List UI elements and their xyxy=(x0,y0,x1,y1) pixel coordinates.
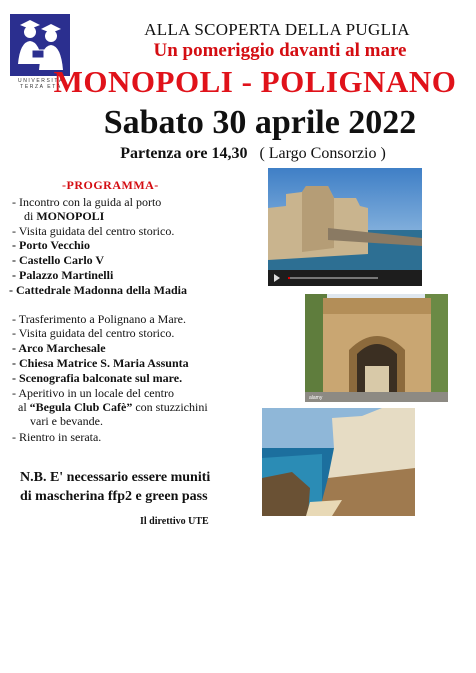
program-item: - Aperitivo in un locale del centro xyxy=(12,386,174,400)
header-subtitle: Un pomeriggio davanti al mare xyxy=(153,40,407,61)
polignano-cliffs-photo xyxy=(262,408,415,516)
program-item: - Chiesa Matrice S. Maria Assunta xyxy=(12,356,189,370)
program-item-part: con stuzzichini xyxy=(135,400,208,414)
logo-text: UNIVERSITÀ TERZA ETÀ xyxy=(17,78,64,90)
program-item: - Palazzo Martinelli xyxy=(12,268,114,282)
program-item: di MONOPOLI xyxy=(24,209,105,223)
departure-place: ( Largo Consorzio ) xyxy=(259,145,386,162)
photo-watermark: alamy xyxy=(309,395,323,401)
departure-time: 14,30 xyxy=(211,145,248,162)
program-item: - Incontro con la guida al porto xyxy=(12,195,162,209)
program-item-part: al xyxy=(18,400,27,414)
arco-marchesale-photo xyxy=(305,294,448,402)
program-item: - Rientro in serata. xyxy=(12,430,102,444)
program-item: - Visita guidata del centro storico. xyxy=(12,224,175,238)
signature: Il direttivo UTE xyxy=(140,516,209,527)
venue-name: “Begula Club Cafè” xyxy=(29,400,133,414)
program-item: - Castello Carlo V xyxy=(12,253,105,267)
header-destinations: MONOPOLI - POLIGNANO xyxy=(53,64,457,99)
program-item: - Arco Marchesale xyxy=(12,341,106,355)
program-item: - Scenografia balconate sul mare. xyxy=(12,371,183,385)
program-item: - Cattedrale Madonna della Madia xyxy=(9,283,187,297)
monopoli-castle-photo xyxy=(268,168,422,286)
program-title: -PROGRAMMA- xyxy=(62,178,159,192)
note-line: N.B. E' necessario essere muniti xyxy=(20,470,211,485)
program-item-city: MONOPOLI xyxy=(36,209,105,223)
note xyxy=(20,468,210,506)
header-title: ALLA SCOPERTA DELLA PUGLIA xyxy=(144,20,410,39)
note-line: di mascherina ffp2 e green pass xyxy=(20,489,208,504)
departure-label: Partenza ore xyxy=(120,145,208,162)
departure-info xyxy=(88,145,418,163)
program-item: - Porto Vecchio xyxy=(12,238,90,252)
program-item: vari e bevande. xyxy=(30,414,103,428)
program-item: - Trasferimento a Polignano a Mare. xyxy=(12,312,186,326)
program-item: - Visita guidata del centro storico. xyxy=(12,326,175,340)
program-item xyxy=(18,400,208,414)
event-date: Sabato 30 aprile 2022 xyxy=(103,104,417,141)
